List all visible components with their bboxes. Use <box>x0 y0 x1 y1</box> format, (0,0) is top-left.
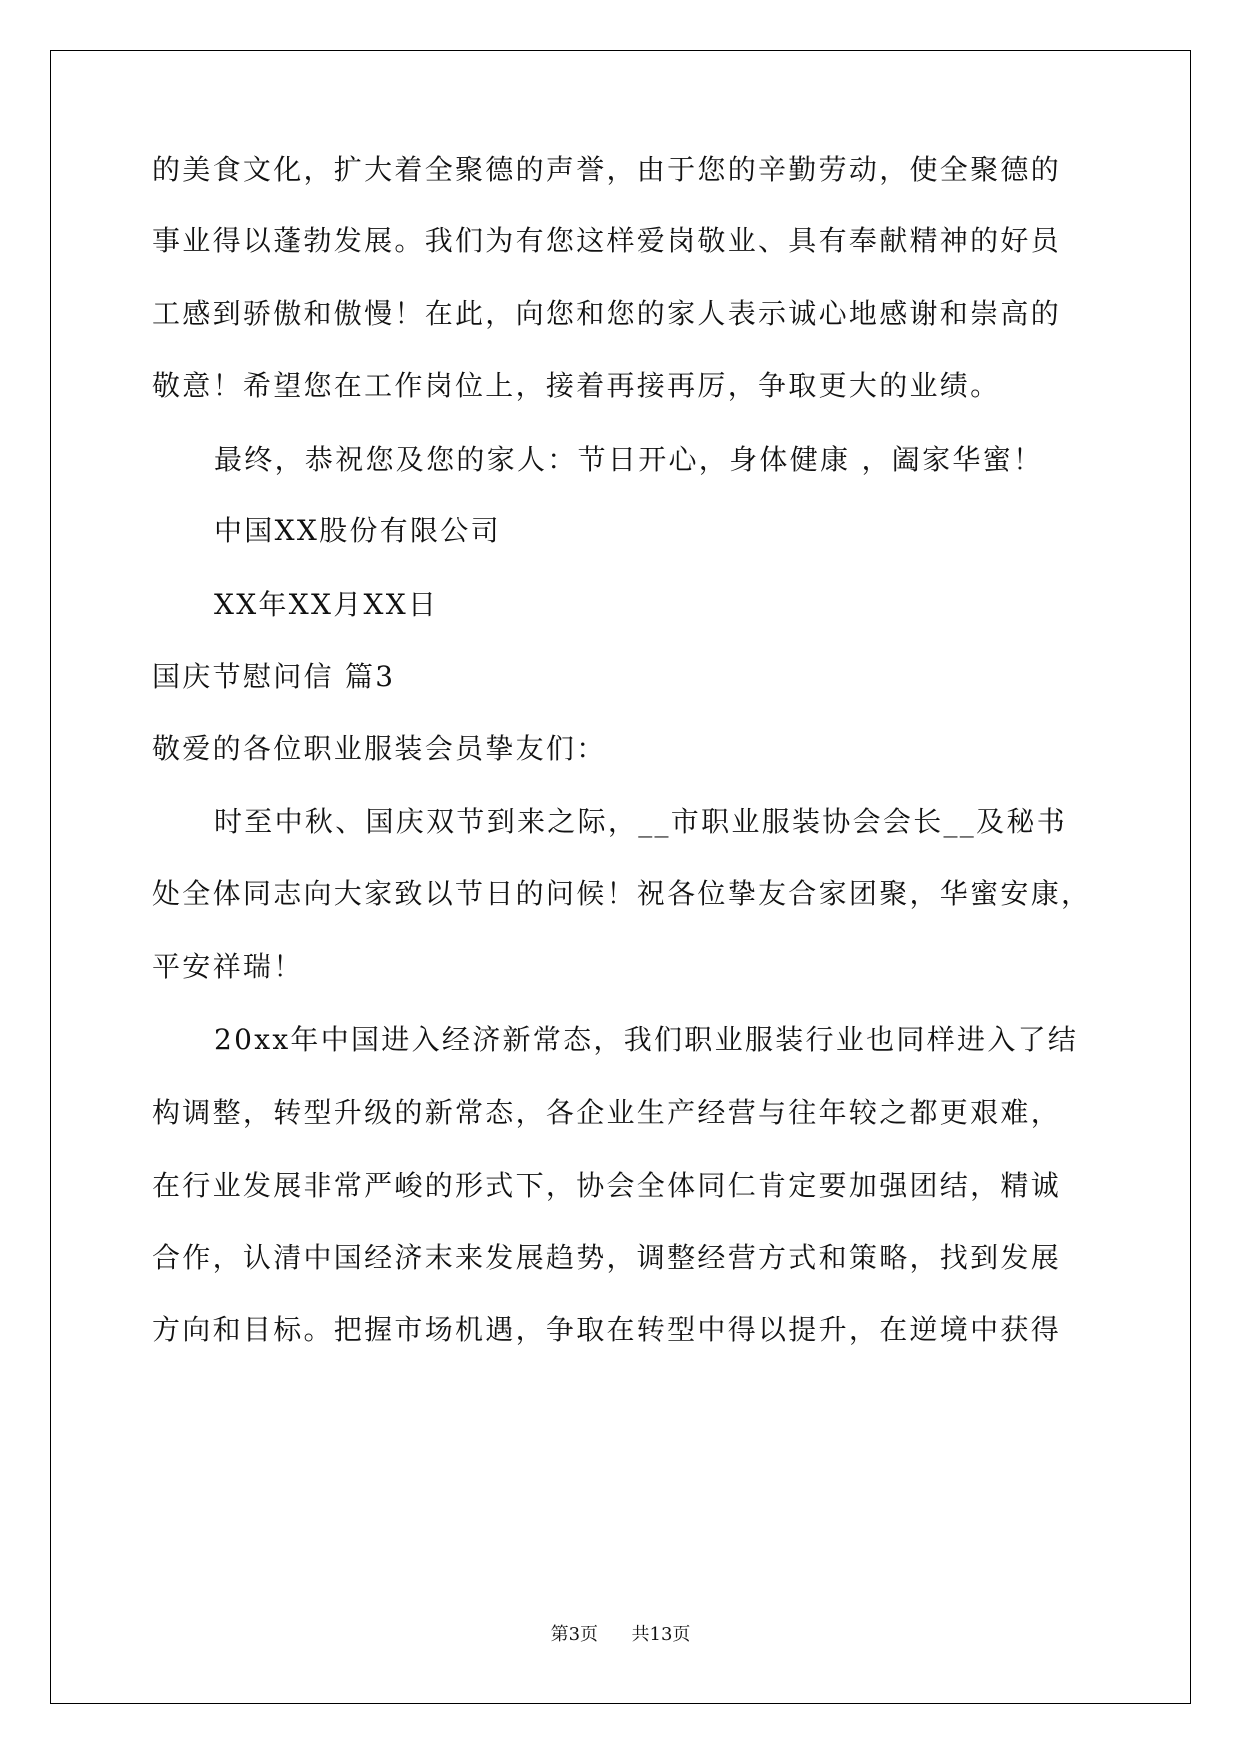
text-line: 事业得以蓬勃发展。我们为有您这样爱岗敬业、具有奉献精神的好员 <box>152 224 1062 257</box>
signature-date: XX年XX月XX日 <box>214 588 439 621</box>
page-number: 第3页 <box>550 1624 599 1645</box>
text-line: 在行业发展非常严峻的形式下，协会全体同仁肯定要加强团结，精诚 <box>152 1169 1062 1202</box>
text-line: 平安祥瑞！ <box>152 950 304 983</box>
closing-wishes: 最终，恭祝您及您的家人：节日开心，身体健康 ，阖家华蜜！ <box>214 443 1044 476</box>
text-line: 合作，认清中国经济末来发展趋势，调整经营方式和策略，找到发展 <box>152 1241 1062 1274</box>
text-line: 20xx年中国进入经济新常态，我们职业服装行业也同样进入了结 <box>214 1023 1079 1056</box>
company-signature: 中国XX股份有限公司 <box>214 514 501 547</box>
text-line: 方向和目标。把握市场机遇，争取在转型中得以提升，在逆境中获得 <box>152 1313 1062 1346</box>
page-total: 共13页 <box>631 1624 691 1645</box>
text-line: 敬意！希望您在工作岗位上，接着再接再厉，争取更大的业绩。 <box>152 369 1001 402</box>
text-line: 处全体同志向大家致以节日的问候！祝各位挚友合家团聚，华蜜安康， <box>152 877 1092 910</box>
text-line: 工感到骄傲和傲慢！在此，向您和您的家人表示诚心地感谢和崇高的 <box>152 297 1062 330</box>
salutation: 敬爱的各位职业服装会员挚友们： <box>152 732 607 765</box>
text-line: 构调整，转型升级的新常态，各企业生产经营与往年较之都更艰难， <box>152 1096 1062 1129</box>
page-footer <box>0 1620 1241 1646</box>
text-line: 时至中秋、国庆双节到来之际，__市职业服装协会会长__及秘书 <box>214 805 1068 838</box>
text-line: 的美食文化，扩大着全聚德的声誉，由于您的辛勤劳动，使全聚德的 <box>152 153 1062 186</box>
section-heading: 国庆节慰问信 篇3 <box>152 660 396 693</box>
